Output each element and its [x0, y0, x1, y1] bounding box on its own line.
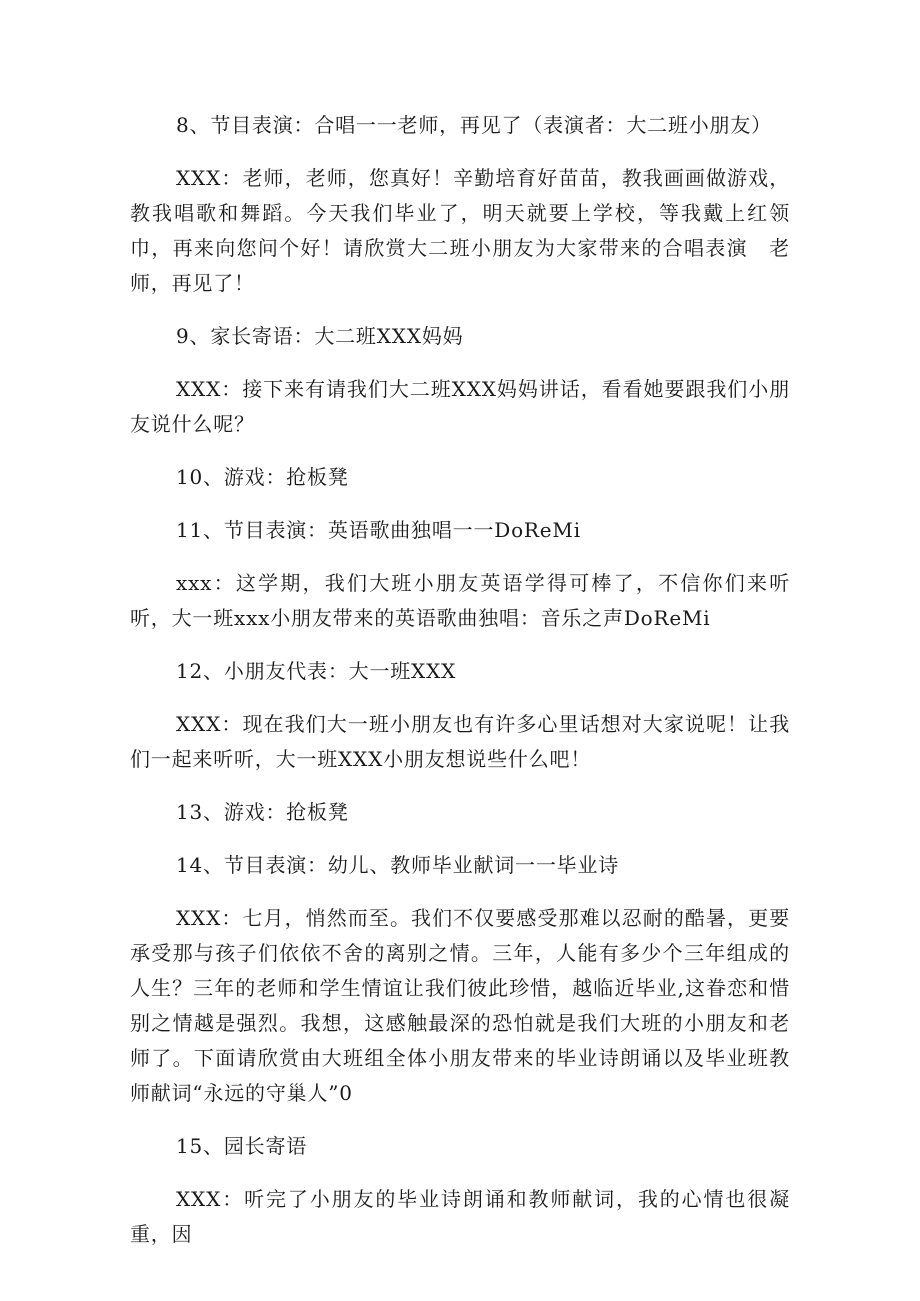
paragraph-parent-speech: XXX：接下来有请我们大二班XXX妈妈讲话，看看她要跟我们小朋友说什么呢？: [130, 377, 790, 436]
item-heading-10: 10、游戏：抢板凳: [176, 465, 349, 489]
item-heading-8: 8、节目表演：合唱一一老师，再见了（表演者：大二班小朋友）: [176, 113, 772, 137]
item-heading-15: 15、园长寄语: [176, 1134, 308, 1158]
paragraph-principal-speech: XXX：听完了小朋友的毕业诗朗诵和教师献词，我的心情也很凝重，因: [130, 1187, 790, 1246]
paragraph-child-representative: XXX：现在我们大一班小朋友也有许多心里话想对大家说呢！让我们一起来听听，大一班XXX小朋友想说些什么吧！: [130, 712, 790, 771]
paragraph-english-song: xxx：这学期，我们大班小朋友英语学得可棒了，不信你们来听听，大一班xxx小朋友带来的英语歌曲独唱：音乐之声DoReMi: [130, 571, 790, 630]
item-heading-13: 13、游戏：抢板凳: [176, 800, 349, 824]
item-heading-14: 14、节目表演：幼儿、教师毕业献词一一毕业诗: [176, 853, 620, 877]
document-body: [130, 108, 790, 1270]
item-heading-12: 12、小朋友代表：大一班XXX: [176, 659, 457, 683]
paragraph-graduation-poem: XXX：七月，悄然而至。我们不仅要感受那难以忍耐的酷暑，更要承受那与孩子们依依不舍的离别之情。三年，人能有多少个三年组成的人生？三年的老师和学生情谊让我们彼此珍惜，越临近毕业,这眷恋和惜别之情越是强烈。我想，这感触最深的恐怕就是我们大班的小朋友和老师了。下面请欣赏由大班组全体小朋友带来的毕业诗朗诵以及毕业班教师献词“永远的守巢人”0: [130, 906, 790, 1105]
paragraph-teacher-goodbye: XXX：老师，老师，您真好！辛勤培育好苗苗，教我画画做游戏，教我唱歌和舞蹈。今天我们毕业了，明天就要上学校，等我戴上红领巾，再来向您问个好！请欣赏大二班小朋友为大家带来的合唱表演 老师，再见了！: [130, 166, 790, 295]
item-heading-11: 11、节目表演：英语歌曲独唱一一DoReMi: [176, 518, 581, 542]
item-heading-9: 9、家长寄语：大二班XXX妈妈: [176, 324, 464, 348]
